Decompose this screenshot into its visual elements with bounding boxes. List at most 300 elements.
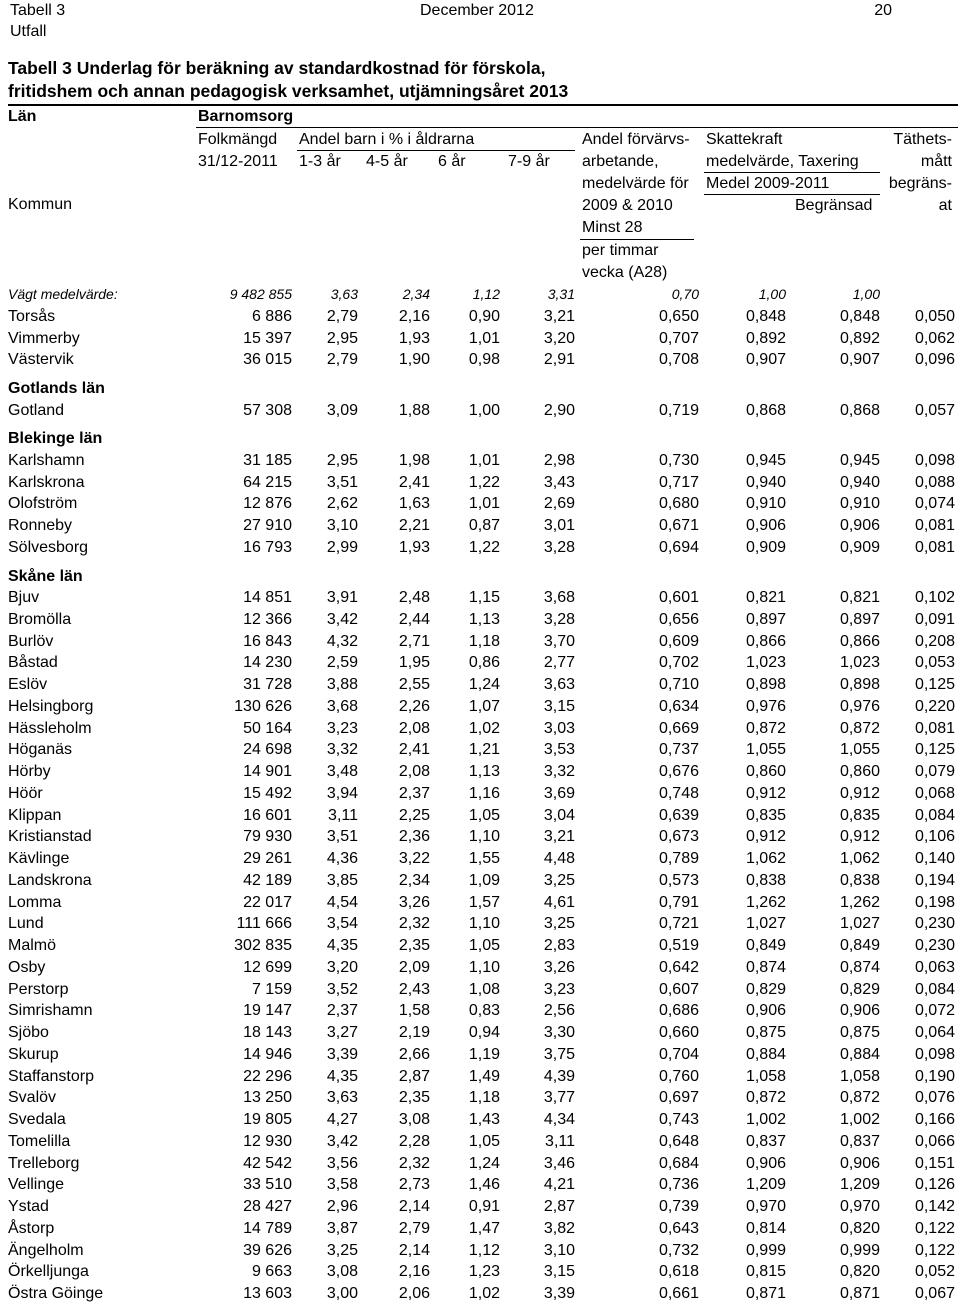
cell-tathetsmatt: 0,140 [914, 850, 955, 867]
cell-age-6: 1,10 [468, 958, 500, 976]
cell-forvarvsarbetande: 0,669 [658, 719, 699, 737]
cell-age-4-5: 2,34 [402, 286, 430, 302]
cell-skattekraft-begransad: 0,829 [839, 980, 880, 998]
cell-folkmangd: 16 601 [243, 806, 292, 824]
cell-folkmangd: 24 698 [243, 741, 292, 759]
municipality-name: Vägt medelvärde: [8, 286, 118, 302]
cell-skattekraft-medel: 0,829 [745, 980, 786, 998]
cell-skattekraft-medel: 0,814 [745, 1219, 786, 1237]
cell-forvarvsarbetande: 0,710 [658, 676, 699, 693]
cell-skattekraft-begransad: 0,906 [839, 1154, 880, 1172]
table-row [0, 848, 960, 870]
cell-skattekraft-medel: 1,209 [745, 1176, 786, 1194]
cell-folkmangd: 18 143 [243, 1024, 292, 1041]
cell-age-6: 1,19 [468, 1045, 500, 1063]
cell-folkmangd: 12 699 [243, 958, 292, 976]
cell-folkmangd: 57 308 [243, 401, 292, 419]
cell-skattekraft-medel: 1,262 [745, 893, 786, 911]
table-title [8, 57, 938, 103]
cell-skattekraft-medel: 0,871 [745, 1285, 786, 1302]
municipality-name: Höganäs [8, 741, 73, 759]
cell-tathetsmatt: 0,052 [914, 1263, 955, 1281]
cell-folkmangd: 6 886 [251, 307, 292, 325]
table-row [0, 718, 960, 740]
cell-folkmangd: 42 542 [243, 1154, 292, 1172]
cell-tathetsmatt: 0,076 [914, 1089, 955, 1107]
cell-age-7-9: 4,34 [543, 1111, 575, 1128]
cell-tathetsmatt: 0,081 [914, 719, 955, 737]
cell-tathetsmatt: 0,062 [914, 329, 955, 347]
cell-skattekraft-medel: 0,909 [745, 538, 786, 556]
cell-tathetsmatt: 0,050 [914, 307, 955, 325]
cell-age-4-5: 3,08 [398, 1111, 430, 1128]
cell-age-4-5: 2,35 [398, 937, 430, 954]
section-name: Skåne län [8, 567, 83, 585]
municipality-name: Perstorp [8, 980, 69, 998]
section-header [0, 421, 960, 450]
cell-skattekraft-medel: 0,906 [745, 517, 786, 534]
cell-forvarvsarbetande: 0,642 [658, 958, 699, 976]
cell-age-4-5: 2,08 [398, 719, 430, 737]
cell-age-6: 1,10 [468, 828, 500, 846]
cell-age-4-5: 2,16 [398, 1263, 430, 1281]
cell-age-4-5: 2,87 [398, 1067, 430, 1085]
cell-forvarvsarbetande: 0,618 [658, 1263, 699, 1281]
cell-age-7-9: 3,10 [543, 1241, 575, 1259]
cell-age-6: 1,05 [468, 1132, 500, 1150]
table-row [0, 1022, 960, 1044]
municipality-name: Åstorp [8, 1219, 55, 1237]
cell-age-6: 1,12 [472, 286, 500, 302]
municipality-name: Lund [8, 915, 44, 933]
cell-age-4-5: 2,21 [398, 517, 430, 534]
page-header [10, 0, 950, 44]
cell-skattekraft-medel: 0,884 [745, 1045, 786, 1063]
cell-age-1-3: 3,68 [326, 697, 358, 715]
cell-age-7-9: 3,04 [543, 806, 575, 824]
cell-age-4-5: 1,58 [398, 1002, 430, 1020]
cell-age-1-3: 3,85 [326, 871, 358, 889]
cell-age-1-3: 4,27 [326, 1111, 358, 1128]
municipality-name: Ängelholm [8, 1241, 84, 1259]
cell-skattekraft-medel: 0,906 [745, 1154, 786, 1172]
cell-age-6: 1,05 [468, 937, 500, 954]
cell-folkmangd: 14 946 [243, 1045, 292, 1063]
col-age-1-3: 1-3 år [299, 153, 341, 170]
cell-age-4-5: 1,93 [398, 329, 430, 347]
municipality-name: Lomma [8, 893, 62, 911]
cell-age-6: 1,47 [468, 1219, 500, 1237]
cell-age-1-3: 3,58 [326, 1176, 358, 1194]
cell-age-6: 1,55 [468, 850, 500, 867]
table-row [0, 674, 960, 696]
cell-age-1-3: 4,35 [326, 937, 358, 954]
cell-age-4-5: 2,35 [398, 1089, 430, 1107]
cell-tathetsmatt: 0,084 [914, 806, 955, 824]
municipality-name: Svedala [8, 1111, 66, 1128]
cell-skattekraft-medel: 0,940 [745, 473, 786, 491]
table-sublabel: Utfall [10, 23, 47, 40]
cell-skattekraft-begransad: 1,062 [839, 850, 880, 867]
cell-age-4-5: 2,79 [398, 1219, 430, 1237]
table-row [0, 892, 960, 914]
cell-age-6: 1,01 [468, 329, 500, 347]
cell-age-1-3: 3,42 [326, 1132, 358, 1150]
cell-forvarvsarbetande: 0,707 [658, 329, 699, 347]
cell-skattekraft-begransad: 1,058 [839, 1067, 880, 1085]
cell-folkmangd: 9 482 855 [229, 286, 292, 302]
cell-tathetsmatt: 0,088 [914, 473, 955, 491]
cell-skattekraft-medel: 0,835 [745, 806, 786, 824]
cell-age-6: 1,12 [468, 1241, 500, 1259]
cell-skattekraft-begransad: 0,912 [839, 828, 880, 846]
cell-age-1-3: 3,27 [326, 1024, 358, 1041]
cell-age-4-5: 1,93 [398, 538, 430, 556]
cell-age-6: 1,57 [468, 893, 500, 911]
cell-forvarvsarbetande: 0,639 [658, 806, 699, 824]
cell-age-1-3: 4,36 [326, 850, 358, 867]
cell-forvarvsarbetande: 0,736 [658, 1176, 699, 1194]
cell-age-6: 1,22 [468, 473, 500, 491]
cell-age-4-5: 2,06 [398, 1285, 430, 1302]
barnomsorg-rule [196, 127, 958, 128]
cell-age-6: 1,15 [468, 589, 500, 606]
col-barnomsorg: Barnomsorg [198, 108, 294, 125]
cell-forvarvsarbetande: 0,717 [658, 473, 699, 491]
cell-age-7-9: 2,87 [543, 1198, 575, 1215]
page-number: 20 [874, 2, 892, 19]
cell-skattekraft-begransad: 0,838 [839, 871, 880, 889]
cell-skattekraft-begransad: 0,999 [839, 1241, 880, 1259]
cell-age-4-5: 3,22 [398, 850, 430, 867]
table-row [0, 1218, 960, 1240]
cell-forvarvsarbetande: 0,748 [658, 784, 699, 802]
cell-age-6: 1,24 [468, 676, 500, 693]
municipality-name: Karlskrona [8, 473, 85, 491]
cell-age-4-5: 2,08 [398, 763, 430, 780]
cell-age-4-5: 2,43 [398, 980, 430, 998]
cell-age-4-5: 1,95 [398, 654, 430, 672]
cell-forvarvsarbetande: 0,791 [658, 893, 699, 911]
cell-folkmangd: 12 366 [243, 610, 292, 628]
cell-age-4-5: 2,26 [398, 697, 430, 715]
cell-skattekraft-begransad: 1,002 [839, 1111, 880, 1128]
cell-age-1-3: 3,08 [326, 1263, 358, 1281]
cell-age-7-9: 3,15 [543, 697, 575, 715]
section-header [0, 371, 960, 400]
cell-folkmangd: 33 510 [243, 1176, 292, 1194]
table-row [0, 587, 960, 609]
cell-age-7-9: 2,90 [543, 401, 575, 419]
cell-age-1-3: 3,48 [326, 763, 358, 780]
table-row [0, 537, 960, 559]
cell-folkmangd: 22 017 [243, 893, 292, 911]
cell-skattekraft-medel: 0,898 [745, 676, 786, 693]
municipality-name: Burlöv [8, 632, 54, 650]
municipality-name: Vimmerby [8, 329, 80, 347]
cell-folkmangd: 42 189 [243, 871, 292, 889]
cell-skattekraft-begransad: 0,898 [839, 676, 880, 693]
table-row [0, 783, 960, 805]
table-row [0, 652, 960, 674]
table-row [0, 1240, 960, 1262]
cell-skattekraft-begransad: 0,909 [839, 538, 880, 556]
municipality-name: Bromölla [8, 610, 72, 628]
col-age-4-5: 4-5 år [366, 153, 408, 170]
municipality-name: Höör [8, 784, 43, 802]
municipality-name: Båstad [8, 654, 58, 672]
table-row [0, 1109, 960, 1131]
cell-age-7-9: 3,43 [543, 473, 575, 491]
table-row [0, 1087, 960, 1109]
cell-forvarvsarbetande: 0,673 [658, 828, 699, 846]
col-tat-4: at [938, 197, 952, 214]
cell-forvarvsarbetande: 0,609 [658, 632, 699, 650]
cell-age-6: 1,43 [468, 1111, 500, 1128]
cell-age-4-5: 2,32 [398, 1154, 430, 1172]
cell-skattekraft-begransad: 0,892 [839, 329, 880, 347]
cell-age-7-9: 3,01 [543, 517, 575, 534]
cell-tathetsmatt: 0,081 [914, 538, 955, 556]
col-forv-1: Andel förvärvs- [582, 131, 690, 148]
cell-skattekraft-medel: 0,866 [745, 632, 786, 650]
cell-tathetsmatt: 0,074 [914, 495, 955, 513]
col-tat-1: Täthets- [893, 131, 952, 148]
cell-tathetsmatt: 0,208 [914, 632, 955, 650]
cell-age-4-5: 2,16 [398, 307, 430, 325]
cell-skattekraft-begransad: 0,835 [839, 806, 880, 824]
cell-folkmangd: 130 626 [234, 697, 292, 715]
cell-tathetsmatt: 0,230 [914, 937, 955, 954]
cell-age-7-9: 3,70 [543, 632, 575, 650]
cell-skattekraft-medel: 1,062 [745, 850, 786, 867]
cell-folkmangd: 9 663 [251, 1263, 292, 1281]
cell-tathetsmatt: 0,125 [914, 676, 955, 693]
cell-skattekraft-begransad: 0,860 [839, 763, 880, 780]
cell-age-4-5: 2,14 [398, 1241, 430, 1259]
cell-age-1-3: 3,10 [326, 517, 358, 534]
cell-forvarvsarbetande: 0,686 [658, 1002, 699, 1020]
cell-age-6: 1,13 [468, 763, 500, 780]
cell-forvarvsarbetande: 0,70 [671, 286, 699, 302]
municipality-name: Trelleborg [8, 1154, 80, 1172]
cell-tathetsmatt: 0,102 [914, 589, 955, 606]
table-row [0, 1066, 960, 1088]
cell-age-1-3: 3,32 [326, 741, 358, 759]
cell-forvarvsarbetande: 0,719 [658, 401, 699, 419]
cell-folkmangd: 13 250 [243, 1089, 292, 1107]
cell-tathetsmatt: 0,106 [914, 828, 955, 846]
municipality-name: Klippan [8, 806, 62, 824]
cell-age-6: 1,09 [468, 871, 500, 889]
cell-age-6: 1,22 [468, 538, 500, 556]
cell-tathetsmatt: 0,096 [914, 351, 955, 369]
cell-folkmangd: 19 805 [243, 1111, 292, 1128]
cell-folkmangd: 28 427 [243, 1198, 292, 1215]
cell-skattekraft-begransad: 0,906 [839, 517, 880, 534]
cell-forvarvsarbetande: 0,732 [658, 1241, 699, 1259]
cell-skattekraft-medel: 0,910 [745, 495, 786, 513]
cell-tathetsmatt: 0,198 [914, 893, 955, 911]
cell-forvarvsarbetande: 0,676 [658, 763, 699, 780]
cell-tathetsmatt: 0,098 [914, 1045, 955, 1063]
municipality-name: Osby [8, 958, 46, 976]
municipality-name: Helsingborg [8, 697, 94, 715]
cell-age-7-9: 3,69 [543, 784, 575, 802]
cell-skattekraft-begransad: 0,875 [839, 1024, 880, 1041]
cell-age-7-9: 3,23 [543, 980, 575, 998]
table-row [0, 1044, 960, 1066]
cell-skattekraft-medel: 0,860 [745, 763, 786, 780]
cell-tathetsmatt: 0,081 [914, 517, 955, 534]
table-row [0, 472, 960, 494]
cell-age-6: 0,87 [468, 517, 500, 534]
cell-age-4-5: 2,73 [398, 1176, 430, 1194]
cell-forvarvsarbetande: 0,607 [658, 980, 699, 998]
table-label: Tabell 3 [10, 2, 66, 19]
cell-folkmangd: 36 015 [243, 351, 292, 369]
cell-age-4-5: 1,88 [398, 401, 430, 419]
cell-age-1-3: 3,11 [328, 806, 358, 824]
table-row [0, 761, 960, 783]
cell-age-4-5: 2,55 [398, 676, 430, 693]
cell-tathetsmatt: 0,190 [914, 1067, 955, 1085]
section-name: Gotlands län [8, 380, 105, 397]
cell-age-7-9: 3,03 [543, 719, 575, 737]
cell-tathetsmatt: 0,194 [914, 871, 955, 889]
table-row [0, 1196, 960, 1218]
cell-skattekraft-medel: 0,874 [745, 958, 786, 976]
cell-age-7-9: 3,26 [543, 958, 575, 976]
cell-tathetsmatt: 0,125 [914, 741, 955, 759]
cell-age-4-5: 2,41 [398, 473, 430, 491]
cell-age-6: 1,23 [468, 1263, 500, 1281]
table-row [0, 493, 960, 515]
cell-age-4-5: 2,34 [398, 871, 430, 889]
cell-age-6: 1,18 [468, 632, 500, 650]
municipality-name: Olofström [8, 495, 78, 513]
cell-age-1-3: 2,37 [326, 1002, 358, 1020]
cell-tathetsmatt: 0,084 [914, 980, 955, 998]
cell-folkmangd: 50 164 [243, 719, 292, 737]
cell-forvarvsarbetande: 0,697 [658, 1089, 699, 1107]
cell-tathetsmatt: 0,066 [914, 1132, 955, 1150]
cell-age-4-5: 2,19 [398, 1024, 430, 1041]
cell-skattekraft-begransad: 0,874 [839, 958, 880, 976]
cell-forvarvsarbetande: 0,573 [658, 871, 699, 889]
cell-age-7-9: 2,77 [543, 654, 575, 672]
cell-folkmangd: 22 296 [243, 1067, 292, 1085]
table-row [0, 957, 960, 979]
title-rule [8, 104, 958, 106]
weighted-average-row [0, 284, 960, 306]
cell-age-7-9: 3,39 [543, 1285, 575, 1302]
cell-forvarvsarbetande: 0,704 [658, 1045, 699, 1063]
cell-age-1-3: 3,25 [326, 1241, 358, 1259]
cell-age-7-9: 2,98 [543, 451, 575, 469]
cell-skattekraft-medel: 0,837 [745, 1132, 786, 1150]
cell-folkmangd: 29 261 [243, 850, 292, 867]
cell-tathetsmatt: 0,057 [914, 401, 955, 419]
cell-skattekraft-medel: 1,023 [745, 654, 786, 672]
cell-skattekraft-begransad: 0,906 [839, 1002, 880, 1020]
cell-forvarvsarbetande: 0,650 [658, 307, 699, 325]
col-folkmangd-2: 31/12-2011 [198, 153, 278, 170]
cell-age-7-9: 4,61 [543, 893, 575, 911]
cell-skattekraft-begransad: 0,848 [839, 307, 880, 325]
cell-skattekraft-medel: 0,897 [745, 610, 786, 628]
municipality-name: Sölvesborg [8, 538, 89, 556]
cell-tathetsmatt: 0,072 [914, 1002, 955, 1020]
table-row [0, 870, 960, 892]
cell-age-1-3: 3,51 [326, 828, 358, 846]
cell-skattekraft-begransad: 0,868 [839, 401, 880, 419]
cell-age-1-3: 3,87 [326, 1219, 358, 1237]
cell-skattekraft-begransad: 0,849 [839, 937, 880, 954]
cell-age-1-3: 3,23 [326, 719, 358, 737]
municipality-name: Karlshamn [8, 451, 85, 469]
table-row [0, 609, 960, 631]
cell-forvarvsarbetande: 0,721 [658, 915, 699, 933]
cell-skattekraft-begransad: 0,871 [839, 1285, 880, 1302]
cell-age-1-3: 3,94 [326, 784, 358, 802]
cell-folkmangd: 14 901 [243, 763, 292, 780]
municipality-name: Hörby [8, 763, 51, 780]
cell-age-7-9: 3,11 [545, 1132, 575, 1150]
cell-skattekraft-begransad: 0,940 [839, 473, 880, 491]
cell-folkmangd: 31 185 [243, 451, 292, 469]
cell-forvarvsarbetande: 0,519 [658, 937, 699, 954]
municipality-name: Kristianstad [8, 828, 92, 846]
cell-forvarvsarbetande: 0,671 [658, 517, 699, 534]
cell-tathetsmatt: 0,151 [914, 1154, 955, 1172]
col-skatt-1: Skattekraft [706, 131, 783, 148]
cell-age-7-9: 2,83 [543, 937, 575, 954]
cell-folkmangd: 14 851 [243, 589, 292, 606]
col-forv-3: medelvärde för [582, 175, 689, 192]
cell-age-1-3: 3,54 [326, 915, 358, 933]
cell-age-1-3: 3,88 [326, 676, 358, 693]
cell-age-7-9: 2,91 [543, 351, 575, 369]
cell-age-4-5: 2,71 [398, 632, 430, 650]
cell-age-4-5: 2,28 [398, 1132, 430, 1150]
cell-forvarvsarbetande: 0,684 [658, 1154, 699, 1172]
cell-age-4-5: 2,25 [398, 806, 430, 824]
cell-age-7-9: 3,68 [543, 589, 575, 606]
cell-skattekraft-medel: 0,849 [745, 937, 786, 954]
municipality-name: Östra Göinge [8, 1285, 104, 1302]
cell-age-4-5: 2,44 [398, 610, 430, 628]
cell-forvarvsarbetande: 0,743 [658, 1111, 699, 1128]
table-row [0, 979, 960, 1001]
municipality-name: Hässleholm [8, 719, 92, 737]
cell-forvarvsarbetande: 0,661 [658, 1285, 699, 1302]
cell-folkmangd: 16 793 [243, 538, 292, 556]
cell-age-6: 1,07 [468, 697, 500, 715]
municipality-name: Tomelilla [8, 1132, 71, 1150]
cell-skattekraft-medel: 0,976 [745, 697, 786, 715]
cell-age-6: 0,86 [468, 654, 500, 672]
municipality-name: Gotland [8, 401, 65, 419]
cell-skattekraft-begransad: 0,872 [839, 1089, 880, 1107]
cell-age-6: 0,83 [468, 1002, 500, 1020]
cell-forvarvsarbetande: 0,739 [658, 1198, 699, 1215]
table-row [0, 913, 960, 935]
cell-forvarvsarbetande: 0,680 [658, 495, 699, 513]
cell-skattekraft-medel: 1,00 [758, 286, 786, 302]
cell-tathetsmatt: 0,230 [914, 915, 955, 933]
cell-age-1-3: 2,95 [326, 329, 358, 347]
